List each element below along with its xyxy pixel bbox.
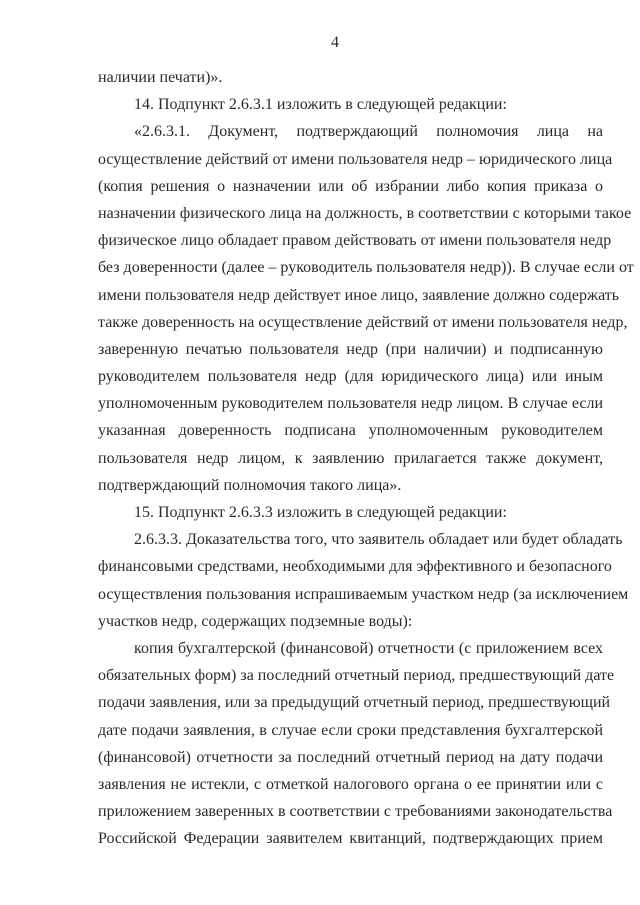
- text-line: копия бухгалтерской (финансовой) отчетности (с приложением всех: [134, 639, 603, 657]
- page-number: 4: [331, 34, 339, 51]
- text-line: 14. Подпункт 2.6.3.1 изложить в следующей редакции:: [134, 96, 507, 114]
- text-line: 2.6.3.3. Доказательства того, что заявитель обладает или будет обладать: [134, 531, 623, 549]
- text-line: подтверждающий полномочия такого лица».: [98, 476, 402, 494]
- text-line: заверенную печатью пользователя недр (при наличии) и подписанную: [98, 340, 603, 358]
- text-line: обязательных форм) за последний отчетный период, предшествующий дате: [98, 667, 615, 685]
- text-line: Российской Федерации заявителем квитанций, подтверждающих прием: [98, 830, 603, 848]
- text-line: заявления не истекли, с отметкой налогового органа о ее принятии или с: [98, 775, 603, 793]
- text-line: также доверенность на осуществление действий от имени пользователя недр,: [98, 313, 628, 331]
- text-line: наличии печати)».: [98, 69, 223, 86]
- text-line: назначении физического лица на должность, в соответствии с которыми такое: [98, 204, 632, 222]
- text-line: руководителем пользователя недр (для юридического лица) или иным: [98, 368, 603, 386]
- text-line: дате подачи заявления, в случае если сроки представления бухгалтерской: [98, 721, 603, 739]
- text-line: без доверенности (далее – руководитель пользователя недр)). В случае если от: [98, 259, 634, 277]
- text-line: уполномоченным руководителем пользователя недр лицом. В случае если: [98, 395, 603, 413]
- text-line: имени пользователя недр действует иное лицо, заявление должно содержать: [98, 286, 620, 304]
- document-body: [98, 64, 634, 852]
- text-line: осуществления пользования испрашиваемым участком недр (за исключением: [98, 585, 629, 603]
- text-line: участков недр, содержащих подземные воды):: [98, 612, 413, 630]
- text-line: подачи заявления, или за предыдущий отчетный период, предшествующий: [98, 694, 611, 712]
- text-line: «2.6.3.1. Документ, подтверждающий полномочия лица на: [134, 123, 603, 141]
- text-line: финансовыми средствами, необходимыми для эффективного и безопасного: [98, 558, 612, 576]
- text-line: осуществление действий от имени пользователя недр – юридического лица: [98, 150, 613, 168]
- text-line: пользователя недр лицом, к заявлению прилагается также документ,: [98, 449, 603, 467]
- text-line: указанная доверенность подписана уполномоченным руководителем: [98, 422, 603, 440]
- text-line: физическое лицо обладает правом действовать от имени пользователя недр: [98, 232, 612, 250]
- text-line: 15. Подпункт 2.6.3.3 изложить в следующей редакции:: [134, 504, 507, 521]
- text-line: (копия решения о назначении или об избрании либо копия приказа о: [98, 177, 603, 195]
- text-line: приложением заверенных в соответствии с требованиями законодательства: [98, 803, 613, 821]
- text-line: (финансовой) отчетности за последний отчетный период на дату подачи: [98, 748, 603, 766]
